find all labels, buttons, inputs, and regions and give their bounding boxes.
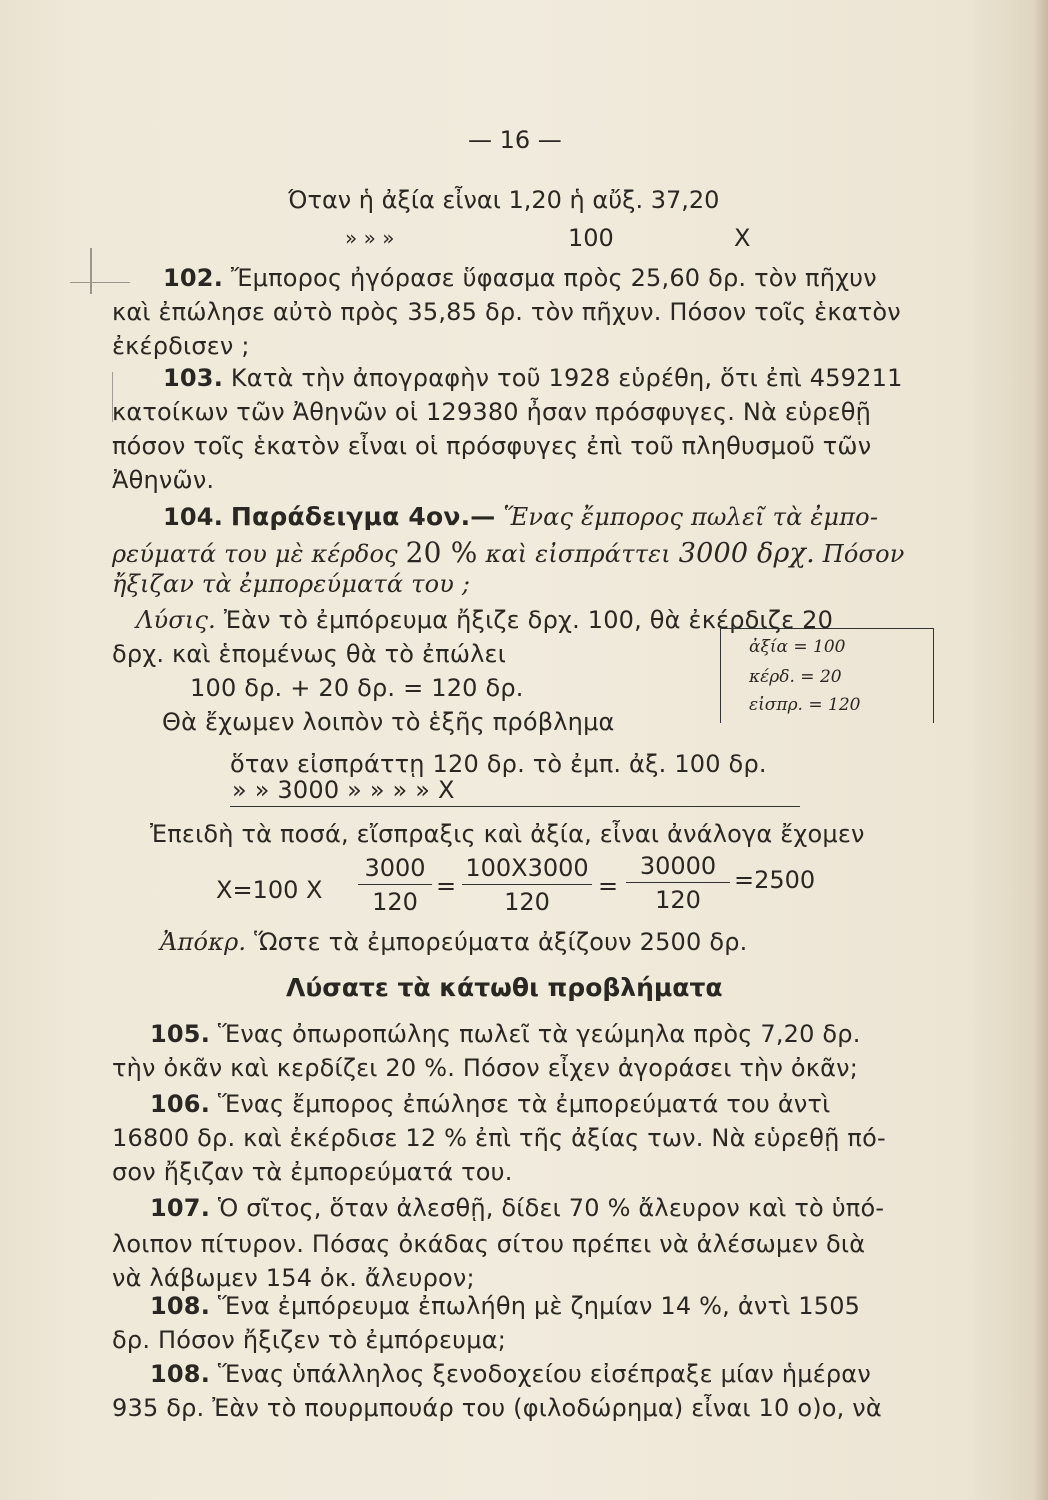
separator-rule: [230, 806, 800, 807]
fraction-1-denominator: 120: [372, 888, 418, 916]
problem-103-line-4: Ἀθηνῶν.: [112, 466, 215, 494]
fraction-bar: [626, 882, 730, 883]
pencil-mark: [90, 248, 94, 294]
section-heading: Λύσατε τὰ κάτωθι προβλήματα: [286, 973, 723, 1002]
solution-line-2: δρχ. καὶ ἑπομένως θὰ τὸ ἐπώλει: [112, 640, 507, 668]
problem-103-line-2: κατοίκων τῶν Ἀθηνῶν οἱ 129380 ἦσαν πρόσφυγες. Νὰ εὑρεθῇ: [112, 398, 872, 426]
summary-box: [720, 628, 934, 723]
problem-108a-line-2: δρ. Πόσον ἤξιζεν τὸ ἐμπόρευμα;: [112, 1326, 507, 1354]
fraction-2-denominator: 120: [504, 888, 550, 916]
equation-lhs: X=100 X: [216, 876, 323, 904]
problem-number: 107.: [150, 1194, 211, 1222]
problem-number: 104.: [163, 503, 224, 531]
intro-unknown-x: X: [734, 224, 751, 252]
box-row-value: ἀξία = 100: [749, 637, 846, 657]
problem-102-line-2: καὶ ἐπώλησε αὐτὸ πρὸς 35,85 δρ. τὸν πῆχυν. Πόσον τοῖς ἑκατὸν: [112, 298, 901, 326]
problem-number: 103.: [163, 364, 224, 392]
fraction-2-numerator: 100X3000: [465, 854, 589, 882]
intro-value: 100: [568, 224, 614, 252]
problem-108a-line-1: 108. Ἕνα ἐμπόρευμα ἐπωλήθη μὲ ζημίαν 14 %, ἀντὶ 1505: [150, 1292, 861, 1320]
problem-108b-line-2: 935 δρ. Ἐὰν τὸ πουρμπουάρ του (φιλοδώρημα) εἶναι 10 ο)ο, νὰ: [112, 1394, 882, 1422]
equals-sign: =: [598, 872, 619, 900]
solution-line-3: 100 δρ. + 20 δρ. = 120 δρ.: [190, 674, 524, 702]
solution-line-4: Θὰ ἔχωμεν λοιπὸν τὸ ἑξῆς πρόβλημα: [162, 708, 615, 736]
problem-107-line-1: 107. Ὁ σῖτος, ὅταν ἀλεσθῇ, δίδει 70 % ἄλευρον καὶ τὸ ὑπό-: [150, 1194, 885, 1222]
pencil-mark: [70, 282, 130, 283]
answer-line: Ἀπόκρ. Ὥστε τὰ ἐμπορεύματα ἀξίζουν 2500 δρ.: [160, 928, 748, 956]
problem-106-line-1: 106. Ἕνας ἔμπορος ἐπώλησε τὰ ἐμπορεύματά του ἀντὶ: [150, 1090, 831, 1118]
equation-result: =2500: [734, 866, 816, 894]
proportion-row-1: ὅταν εἰσπράττῃ 120 δρ. τὸ ἐμπ. ἀξ. 100 δρ.: [230, 750, 767, 778]
equals-sign: =: [436, 872, 457, 900]
intro-line-1: Όταν ἡ ἀξία εἶναι 1,20 ἡ αὔξ. 37,20: [288, 186, 720, 214]
problem-105-line-1: 105. Ἕνας ὀπωροπώλης πωλεῖ τὰ γεώμηλα πρὸς 7,20 δρ.: [150, 1020, 861, 1048]
problem-number: 106.: [150, 1090, 211, 1118]
problem-number: 105.: [150, 1020, 211, 1048]
since-line: Ἐπειδὴ τὰ ποσά, εἴσπραξις καὶ ἀξία, εἶναι ἀνάλογα ἔχομεν: [150, 820, 865, 848]
box-row-profit: κέρδ. = 20: [749, 667, 842, 687]
answer-label: Ἀπόκρ.: [160, 928, 247, 956]
page-number: — 16 —: [468, 126, 562, 154]
problem-107-line-2: λοιπον πίτυρον. Πόσας ὀκάδας σίτου πρέπει νὰ ἀλέσωμεν διὰ: [112, 1230, 866, 1258]
problem-number: 108.: [150, 1292, 211, 1320]
intro-ditto-marks: » » »: [345, 226, 395, 250]
example-4-line-1: 104. Παράδειγμα 4ον.— Ἕνας ἔμπορος πωλεῖ τὰ ἐμπο-: [163, 502, 879, 531]
fraction-1-numerator: 3000: [364, 854, 426, 882]
problem-102-line-3: ἐκέρδισεν ;: [112, 332, 250, 360]
page-edge-shadow: [1034, 0, 1048, 1500]
problem-103-line-1: 103. Κατὰ τὴν ἀπογραφὴν τοῦ 1928 εὑρέθη, ὅτι ἐπὶ 459211: [163, 364, 903, 392]
problem-106-line-2: 16800 δρ. καὶ ἐκέρδισε 12 % ἐπὶ τῆς ἀξίας των. Νὰ εὑρεθῇ πό-: [112, 1124, 886, 1152]
problem-106-line-3: σον ἤξιζαν τὰ ἐμπορεύματά του.: [112, 1158, 513, 1186]
proportion-row-2: » » 3000 » » » » X: [232, 776, 455, 804]
fraction-bar: [462, 884, 592, 885]
problem-103-line-3: πόσον τοῖς ἑκατὸν εἶναι οἱ πρόσφυγες ἐπὶ τοῦ πληθυσμοῦ τῶν: [112, 432, 872, 460]
fraction-3-numerator: 30000: [639, 852, 717, 880]
box-row-receipt: εἰσπρ. = 120: [749, 695, 861, 715]
problem-102-line-1: 102. Ἔμπορος ἠγόρασε ὕφασμα πρὸς 25,60 δρ. τὸν πῆχυν: [163, 264, 877, 292]
problem-105-line-2: τὴν ὀκᾶν καὶ κερδίζει 20 %. Πόσον εἶχεν ἀγοράσει τὴν ὀκᾶν;: [112, 1054, 859, 1082]
fraction-3-denominator: 120: [655, 886, 701, 914]
problem-107-line-3: νὰ λάβωμεν 154 ὀκ. ἄλευρον;: [112, 1264, 475, 1292]
example-4-line-3: ἤξιζαν τὰ ἐμπορεύματά του ;: [112, 570, 471, 598]
solution-label: Λύσις.: [136, 606, 216, 634]
solution-line-1: Λύσις. Ἐὰν τὸ ἐμπόρευμα ἤξιζε δρχ. 100, θὰ ἐκέρδιζε 20: [136, 606, 834, 634]
problem-number: 102.: [163, 264, 224, 292]
example-4-line-2: ρεύματά του μὲ κέρδος 20 % καὶ εἰσπράττει 3000 δρχ. Πόσον: [112, 536, 905, 569]
problem-108b-line-1: 108. Ἕνας ὑπάλληλος ξενοδοχείου εἰσέπραξε μίαν ἡμέραν: [150, 1360, 871, 1388]
example-title: Παράδειγμα 4ον.—: [230, 502, 496, 531]
problem-number: 108.: [150, 1360, 211, 1388]
fraction-bar: [358, 884, 432, 885]
